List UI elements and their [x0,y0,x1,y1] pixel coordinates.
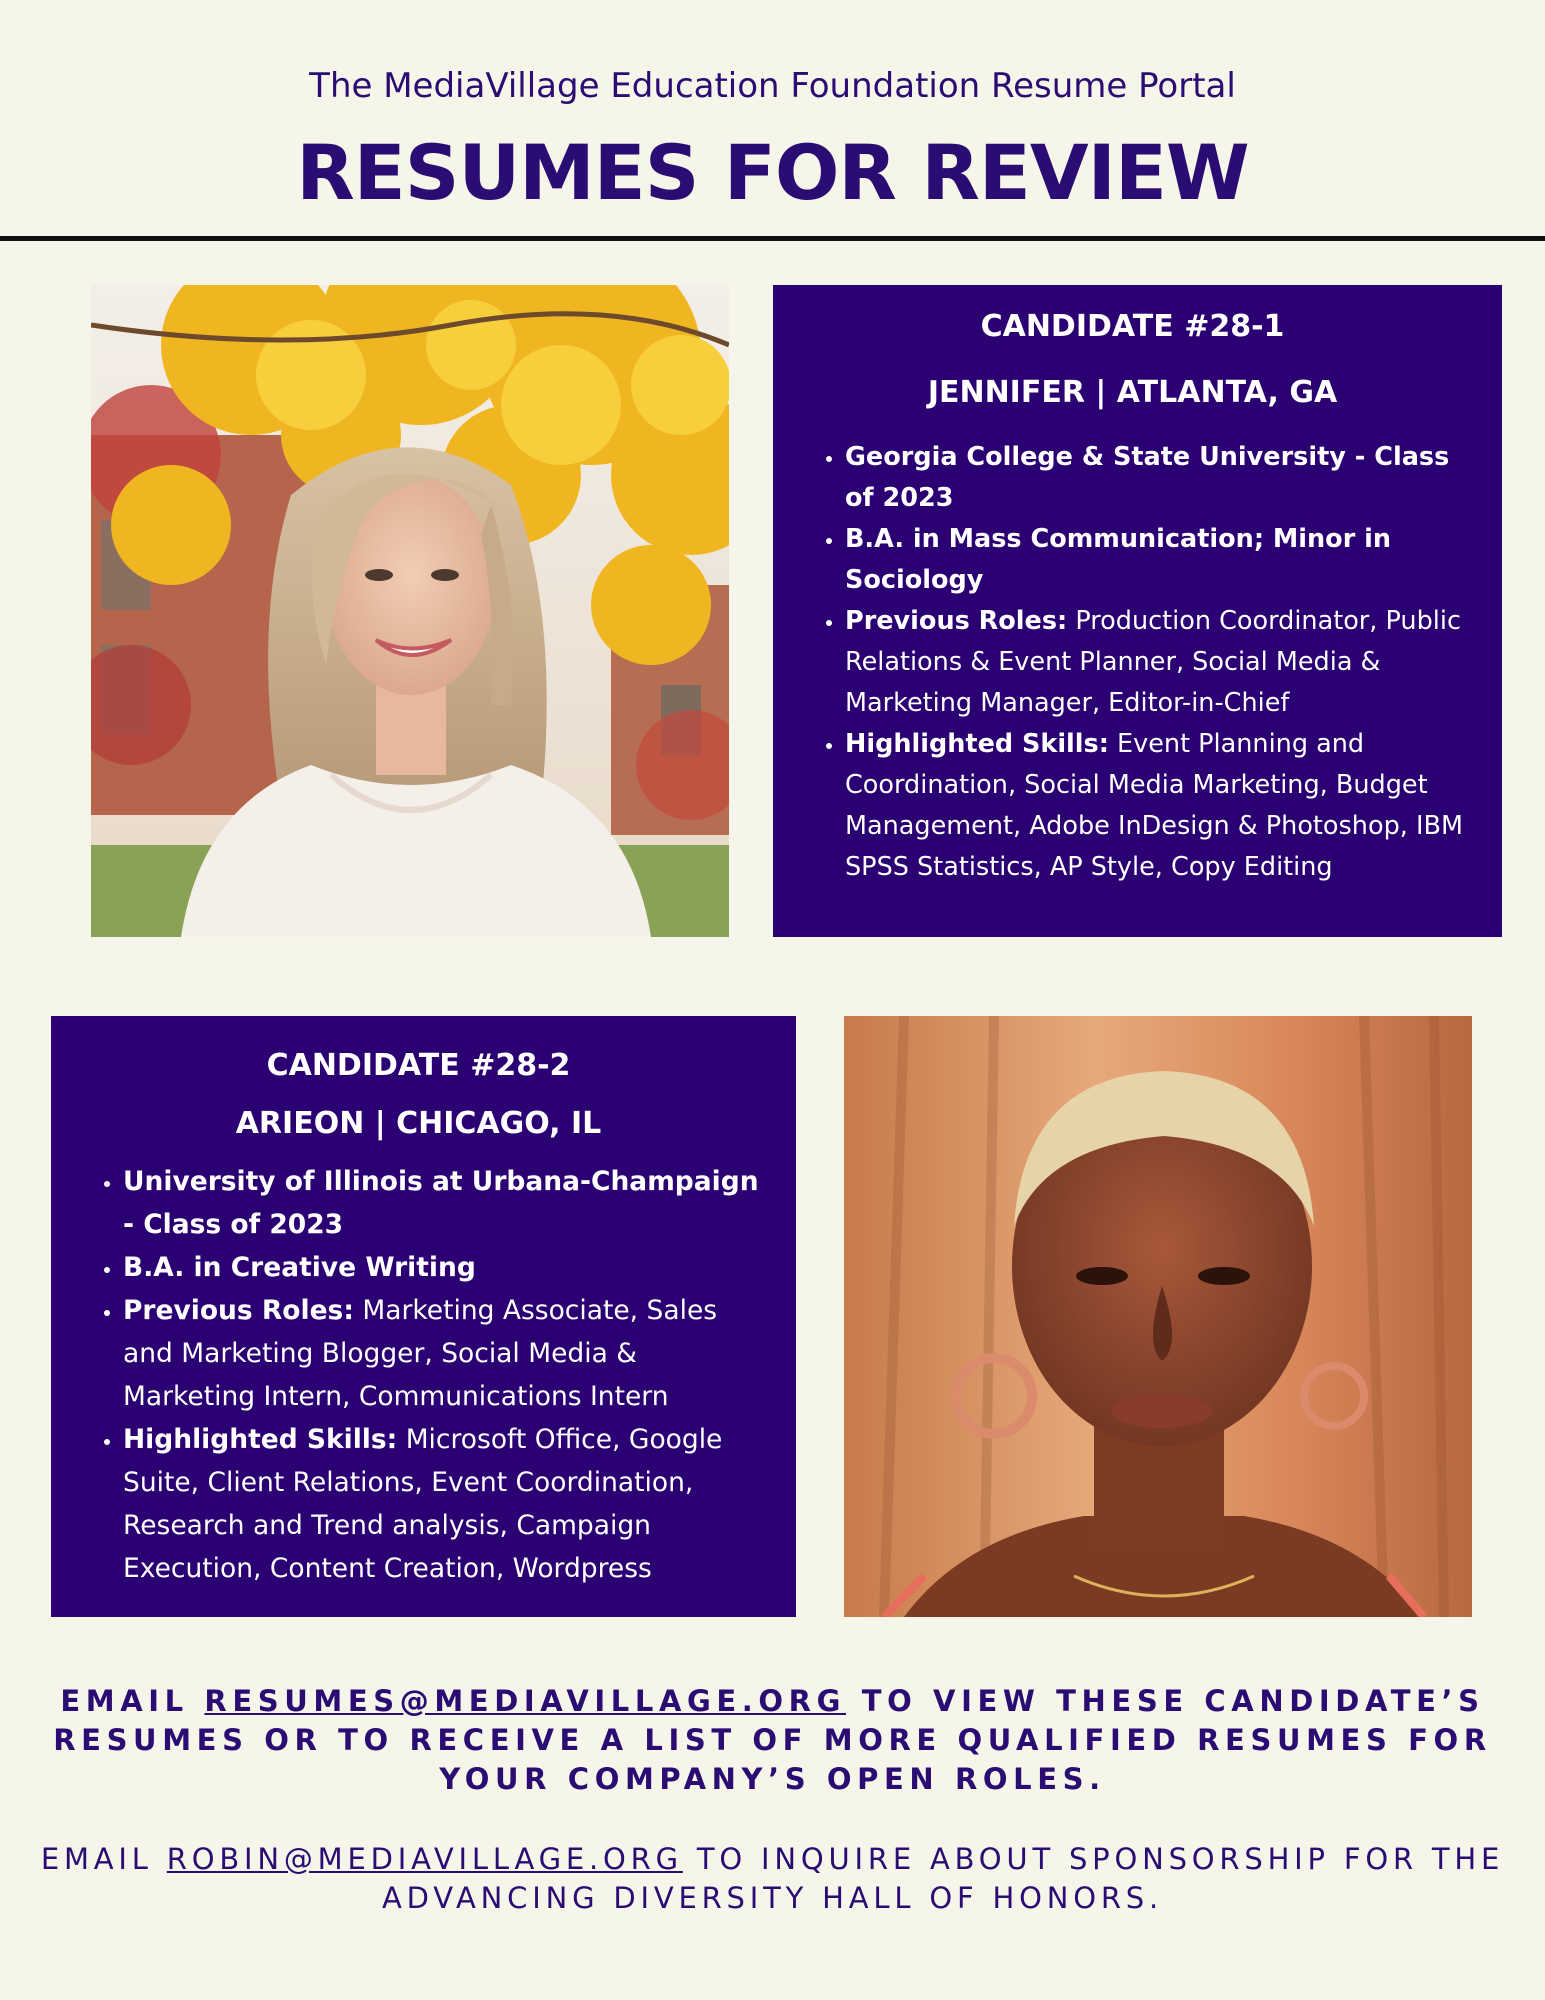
candidate-1-school: • Georgia College & State University - Class of 2023 [845,437,1478,519]
roles-text: Marketing Associate, Sales and Marketing Blogger, Social Media & Marketing Intern, Communications Intern [123,1295,718,1412]
skills-label: Highlighted Skills: [123,1424,398,1455]
candidate-2-name-location: ARIEON | CHICAGO, IL [235,1106,602,1141]
page-title: RESUMES FOR REVIEW [296,128,1249,217]
roles-text: Production Coordinator, Public Relations & Event Planner, Social Media & Marketing Manager, Editor-in-Chief [845,606,1461,718]
candidate-2-degree: • B.A. in Creative Writing [123,1246,772,1289]
roles-label: Previous Roles: [123,1295,354,1326]
candidate-1-skills [845,724,1478,888]
resumes-email-link[interactable]: RESUMES@MEDIAVILLAGE.ORG [204,1684,847,1718]
candidate-2-school: • University of Illinois at Urbana-Champaign - Class of 2023 [123,1160,772,1246]
candidate-1-name-location: JENNIFER | ATLANTA, GA [927,375,1338,410]
candidate-2-roles [123,1289,772,1418]
skills-text: Microsoft Office, Google Suite, Client Relations, Event Coordination, Research and Trend analysis, Campaign Execution, Content Creation, Wordpress [123,1424,723,1584]
candidate-1-card [773,285,1502,937]
candidate-1-roles [845,601,1478,724]
portal-subtitle: The MediaVillage Education Foundation Resume Portal [309,66,1236,106]
skills-text: Event Planning and Coordination, Social Media Marketing, Budget Management, Adobe InDesign & Photoshop, IBM SPSS Statistics, AP Style, Copy Editing [845,729,1463,882]
cta-sponsorship: EMAIL ROBIN@MEDIAVILLAGE.ORG TO INQUIRE ABOUT SPONSORSHIP FOR THE ADVANCING DIVERSITY HALL OF HONORS. [40,1842,1505,1915]
candidate-2-skills [123,1418,772,1590]
candidate-1-degree: • B.A. in Mass Communication; Minor in Sociology [845,519,1478,601]
candidate-2-card [51,1016,796,1617]
skills-label: Highlighted Skills: [845,729,1109,759]
header-divider [0,236,1545,241]
candidate-1-number: CANDIDATE #28-1 [980,309,1285,344]
roles-label: Previous Roles: [845,606,1068,636]
candidate-1-details [787,437,1478,888]
candidate-2-details [65,1160,772,1590]
candidate-1-photo [91,285,729,937]
candidate-2-photo [844,1016,1472,1617]
cta-resumes: EMAIL RESUMES@MEDIAVILLAGE.ORG TO VIEW THESE CANDIDATE’S RESUMES OR TO RECEIVE A LIST OF MORE QUALIFIED RESUMES FOR YOUR COMPANY’S OPEN ROLES. [53,1684,1492,1796]
robin-email-link[interactable]: ROBIN@MEDIAVILLAGE.ORG [166,1842,683,1876]
candidate-2-number: CANDIDATE #28-2 [266,1048,571,1083]
